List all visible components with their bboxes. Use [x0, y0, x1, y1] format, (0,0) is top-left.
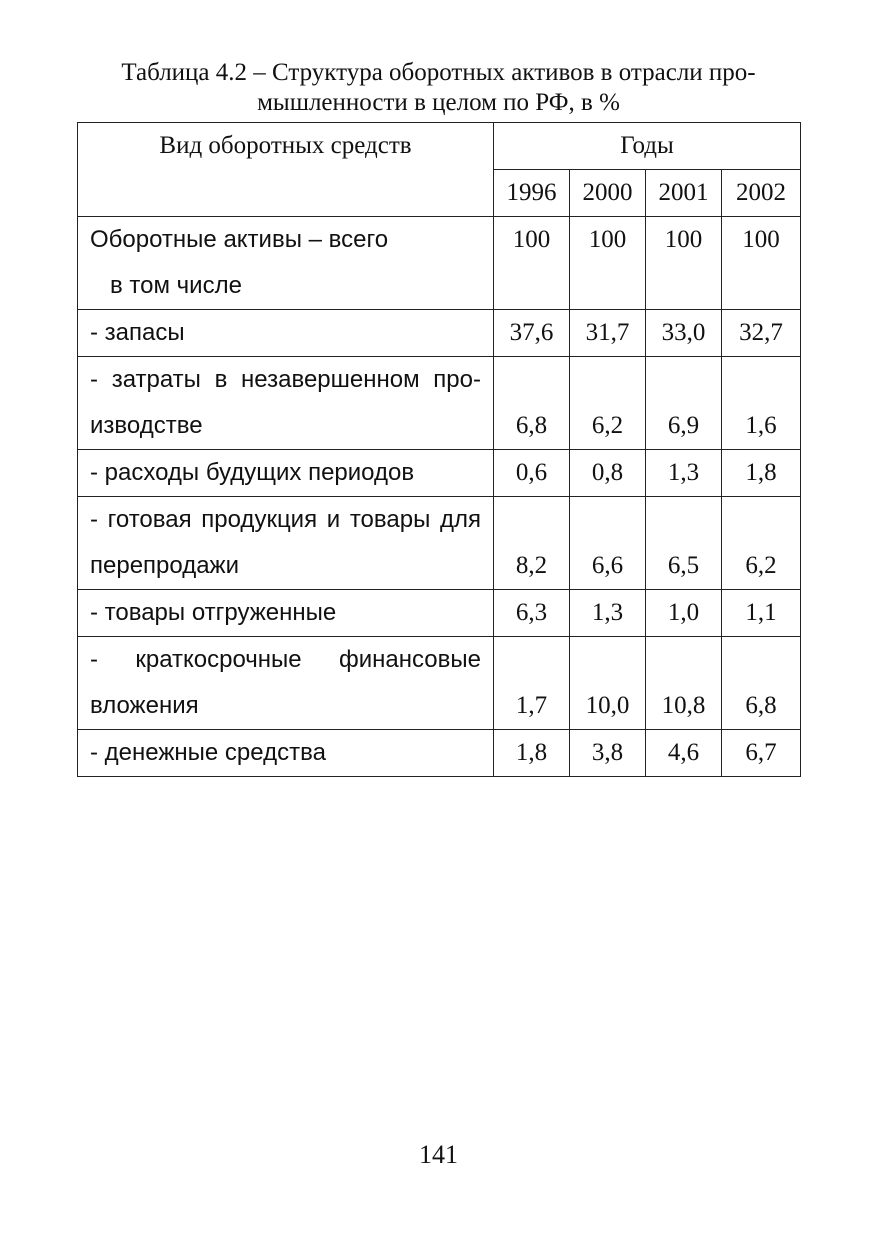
page-number: 141: [419, 1140, 458, 1169]
value-cell: 1,8: [722, 450, 801, 497]
value-cell: 3,8: [570, 730, 646, 777]
table-row: [78, 357, 801, 450]
row-label-line: перепродажи: [90, 552, 240, 579]
value-cell: 6,3: [494, 590, 570, 637]
value-cell: 8,2: [494, 497, 570, 590]
value-cell: 6,8: [494, 357, 570, 450]
year-1996: 1996: [494, 170, 570, 217]
value-cell: 1,7: [494, 637, 570, 730]
table-row: [78, 497, 801, 590]
value-cell: 10,8: [646, 637, 722, 730]
row-label: [78, 590, 494, 637]
value-cell: 6,5: [646, 497, 722, 590]
value-cell: 1,1: [722, 590, 801, 637]
row-label: [78, 310, 494, 357]
year-2002: 2002: [722, 170, 801, 217]
value-cell: 100: [646, 217, 722, 310]
row-label-line: - денежные средства: [90, 739, 326, 766]
value-cell: 6,9: [646, 357, 722, 450]
value-cell: 100: [570, 217, 646, 310]
header-row: [78, 123, 801, 170]
value-cell: 31,7: [570, 310, 646, 357]
value-cell: 100: [722, 217, 801, 310]
row-label: [78, 637, 494, 730]
row-label-line: - расходы будущих периодов: [90, 459, 415, 486]
row-label-line: - краткосрочные финансовые: [90, 646, 481, 673]
header-years-cell: Годы: [494, 123, 801, 170]
year-2000: 2000: [570, 170, 646, 217]
row-label-line: изводстве: [90, 412, 203, 439]
value-cell: 100: [494, 217, 570, 310]
table-row: [78, 590, 801, 637]
year-2001: 2001: [646, 170, 722, 217]
value-cell: 37,6: [494, 310, 570, 357]
row-label: [78, 730, 494, 777]
value-cell: 6,2: [722, 497, 801, 590]
row-label: [78, 450, 494, 497]
value-cell: 33,0: [646, 310, 722, 357]
table-row: [78, 637, 801, 730]
value-cell: 1,3: [570, 590, 646, 637]
table-caption: [60, 58, 817, 118]
table-row: [78, 310, 801, 357]
table-row: [78, 730, 801, 777]
value-cell: 10,0: [570, 637, 646, 730]
caption-line-2: мышленности в целом по РФ, в %: [257, 89, 620, 116]
row-label-line: - запасы: [90, 319, 185, 346]
row-label-line: - затраты в незавершенном про-: [90, 366, 481, 393]
table-row: [78, 217, 801, 310]
value-cell: 1,3: [646, 450, 722, 497]
row-label: [78, 357, 494, 450]
row-label-line: в том числе: [110, 272, 242, 299]
value-cell: 1,0: [646, 590, 722, 637]
row-label: [78, 497, 494, 590]
row-label-line: вложения: [90, 692, 199, 719]
current-assets-table: [77, 122, 801, 777]
caption-line-1: Таблица 4.2 – Структура оборотных активов в отрасли про-: [121, 59, 756, 86]
row-label-line: - готовая продукция и товары для: [90, 506, 481, 533]
value-cell: 6,2: [570, 357, 646, 450]
value-cell: 6,7: [722, 730, 801, 777]
row-label-line: - товары отгруженные: [90, 599, 337, 626]
header-label-cell: Вид оборотных средств: [78, 123, 494, 217]
value-cell: 0,8: [570, 450, 646, 497]
value-cell: 32,7: [722, 310, 801, 357]
value-cell: 0,6: [494, 450, 570, 497]
value-cell: 1,8: [494, 730, 570, 777]
value-cell: 6,6: [570, 497, 646, 590]
row-label: [78, 217, 494, 310]
row-label-line: Оборотные активы – всего: [90, 226, 389, 253]
value-cell: 6,8: [722, 637, 801, 730]
value-cell: 4,6: [646, 730, 722, 777]
table-row: [78, 450, 801, 497]
value-cell: 1,6: [722, 357, 801, 450]
